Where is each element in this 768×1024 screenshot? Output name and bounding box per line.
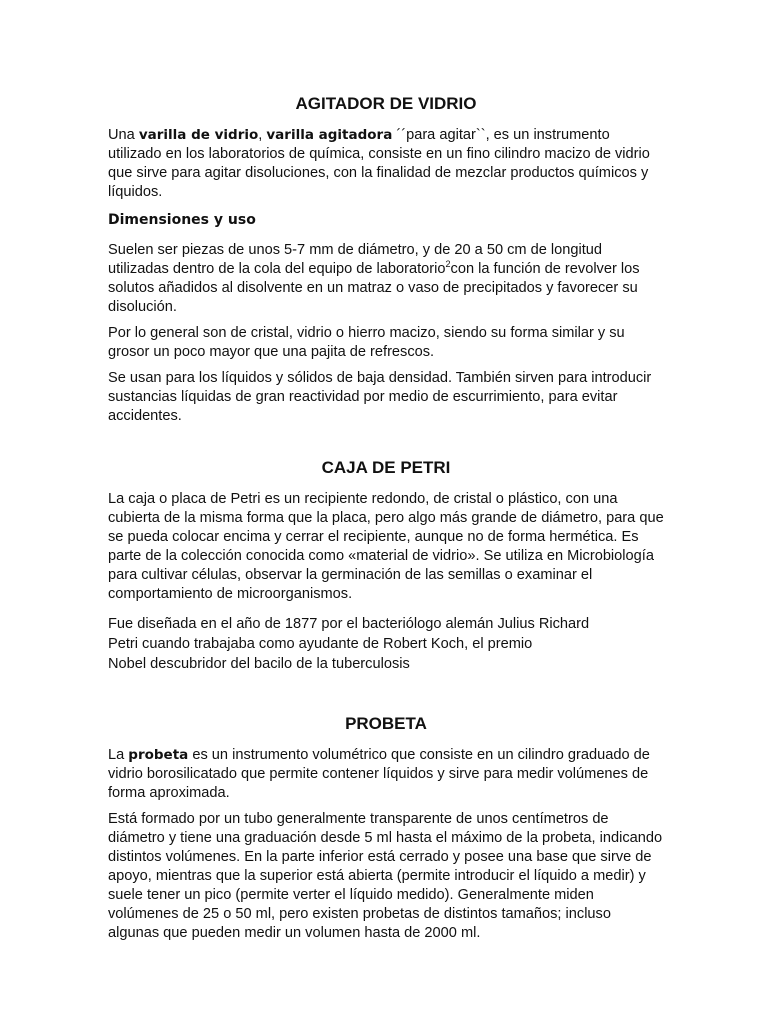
probeta-intro-bold: probeta [128,747,189,763]
section-title-petri: CAJA DE PETRI [321,458,451,477]
footnote-marker: 2 [445,259,451,270]
petri-history-line: Nobel descubridor del bacilo de la tuberculosis [108,656,410,672]
probeta-intro-suffix: es un instrumento volumétrico que consiste en un cilindro graduado de vidrio borosilicatado que permite contener líquidos y sirve para medir volúmenes de forma aproximada. [108,747,650,801]
agitador-intro-suffix: ´´para agitar``, es un instrumento utilizado en los laboratorios de química, consiste en un fino cilindro macizo de vidrio que sirve para agitar disoluciones, con la finalidad de mezclar productos químicos y líquidos. [108,127,650,200]
petri-description-paragraph: La caja o placa de Petri es un recipiente redondo, de cristal o plástico, con una cubierta de la misma forma que la placa, pero algo más grande de diámetro, para que se pueda colocar encima y cerrar el recipiente, aunque no de forma hermética. Es parte de la colección conocida como «material de vidrio». Se utiliza en Microbiología para cultivar células, observar la germinación de las semillas o examinar el comportamiento de microorganismos. [108,491,664,602]
petri-history-paragraph [108,614,664,674]
petri-history-line: Petri cuando trabajaba como ayudante de Robert Koch, el premio [108,636,533,652]
probeta-intro-prefix: La [108,747,129,763]
agitador-intro-bold-2: varilla agitadora [266,127,393,143]
agitador-usage-paragraph: Se usan para los líquidos y sólidos de baja densidad. También sirven para introducir sustancias líquidas de gran reactividad por medio de escurrimiento, para evitar accidentes. [108,370,652,424]
agitador-intro-bold-1: varilla de vidrio [138,127,259,143]
document-page [108,90,664,943]
agitador-material-paragraph: Por lo general son de cristal, vidrio o hierro macizo, siendo su forma similar y su grosor un poco mayor que una pajita de refrescos. [108,325,625,360]
section-title-probeta: PROBETA [345,714,427,733]
agitador-dimensions-before: Suelen ser piezas de unos 5-7 mm de diámetro, y de 20 a 50 cm de longitud utilizadas dentro de la cola del equipo de laboratorio [108,242,603,277]
agitador-dimensions-paragraph [108,241,664,317]
agitador-intro-paragraph [108,126,664,202]
agitador-subtitle: Dimensiones y uso [108,212,256,228]
petri-history-line: Fue diseñada en el año de 1877 por el bacteriólogo alemán Julius Richard [108,616,590,632]
agitador-dimensions-after: con la función de revolver los solutos añadidos al disolvente en un matraz o vaso de precipitados y favorecer su disolución. [108,261,640,315]
section-title-agitador: AGITADOR DE VIDRIO [295,94,477,113]
probeta-intro-paragraph [108,746,664,803]
agitador-intro-prefix: Una [108,127,139,143]
agitador-intro-sep: , [258,127,267,143]
probeta-structure-paragraph: Está formado por un tubo generalmente transparente de unos centímetros de diámetro y tiene una graduación desde 5 ml hasta el máximo de la probeta, indicando distintos volúmenes. En la parte inferior está cerrado y posee una base que sirve de apoyo, mientras que la superior está abierta (permite introducir el líquido a medir) y suele tener un pico (permite verter el líquido medido). Generalmente miden volúmenes de 25 o 50 ml, pero existen probetas de distintos tamaños; incluso algunas que pueden medir un volumen hasta de 2000 ml. [108,811,663,941]
